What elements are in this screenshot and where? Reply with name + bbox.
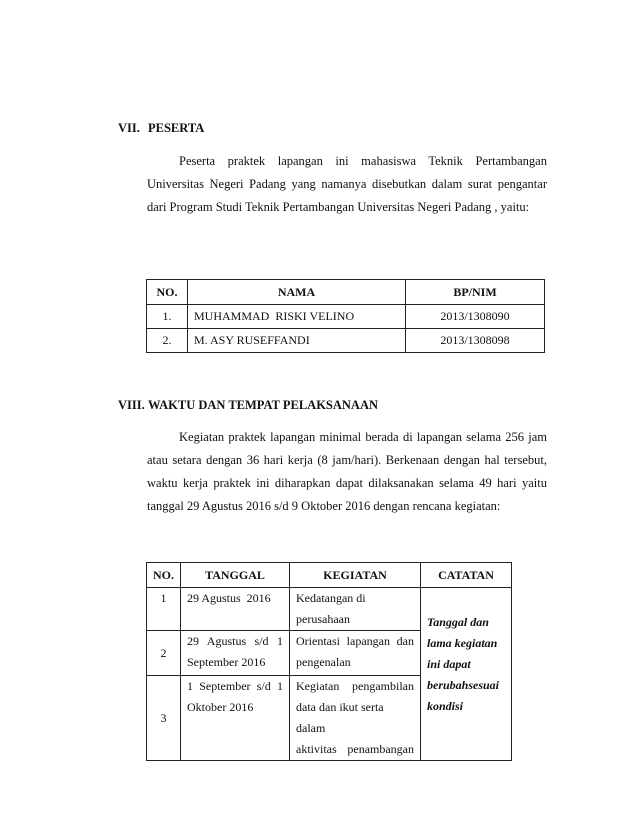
header-no: NO. <box>147 563 181 588</box>
table-row <box>147 329 545 353</box>
paragraph-line: Kegiatan praktek lapangan minimal berada di lapangan selama 256 jam <box>179 430 547 444</box>
cell-no: 1 <box>147 588 181 631</box>
paragraph-line: Universitas Negeri Padang yang namanya disebutkan dalam surat pengantar <box>147 177 547 191</box>
cell-tanggal <box>181 676 290 761</box>
paragraph-line: Peserta praktek lapangan ini mahasiswa Teknik Pertambangan <box>179 154 547 168</box>
cell-no: 1. <box>147 305 188 329</box>
section-7-title: PESERTA <box>148 121 205 135</box>
cell-bpnim: 2013/1308090 <box>406 305 545 329</box>
catatan-line: berubahsesuai <box>427 678 500 692</box>
section-7-number: VII. <box>118 121 140 135</box>
header-tanggal: TANGGAL <box>181 563 290 588</box>
header-kegiatan: KEGIATAN <box>290 563 421 588</box>
table-row <box>147 588 512 631</box>
section-8-number: VIII. <box>118 398 145 412</box>
catatan-line: kondisi <box>427 699 464 713</box>
cell-bpnim: 2013/1308098 <box>406 329 545 353</box>
kegiatan-line: pengenalan <box>296 655 351 669</box>
schedule-table <box>146 562 512 761</box>
header-no: NO. <box>147 280 188 305</box>
tanggal-line: Oktober 2016 <box>187 700 254 714</box>
table-header-row <box>147 563 512 588</box>
table-row <box>147 305 545 329</box>
cell-kegiatan <box>290 676 421 761</box>
tanggal-line: September 2016 <box>187 655 266 669</box>
cell-tanggal: 29 Agustus 2016 <box>181 588 290 631</box>
paragraph-line: tanggal 29 Agustus 2016 s/d 9 Oktober 2016 dengan rencana kegiatan: <box>147 499 501 513</box>
catatan-line: lama kegiatan <box>427 636 498 650</box>
cell-kegiatan: Kedatangan di perusahaan <box>290 588 421 631</box>
kegiatan-line: aktivitas penambangan <box>296 742 414 756</box>
kegiatan-line: Kegiatan pengambilan <box>296 679 414 693</box>
catatan-line: Tanggal dan <box>427 615 489 629</box>
cell-nama: M. ASY RUSEFFANDI <box>188 329 406 353</box>
cell-kegiatan <box>290 631 421 676</box>
cell-no: 3 <box>147 676 181 761</box>
tanggal-line: 29 Agustus s/d 1 <box>187 634 283 648</box>
tanggal-line: 1 September s/d 1 <box>187 679 283 693</box>
participants-table <box>146 279 545 353</box>
section-8-title: WAKTU DAN TEMPAT PELAKSANAAN <box>148 398 378 412</box>
cell-nama: MUHAMMAD RISKI VELINO <box>188 305 406 329</box>
kegiatan-line: data dan ikut serta dalam <box>296 700 384 735</box>
cell-no: 2. <box>147 329 188 353</box>
section-8-paragraph <box>147 426 547 518</box>
header-bpnim: BP/NIM <box>406 280 545 305</box>
cell-catatan <box>421 588 512 761</box>
header-nama: NAMA <box>188 280 406 305</box>
cell-tanggal <box>181 631 290 676</box>
paragraph-line: atau setara dengan 36 hari kerja (8 jam/hari). Berkenaan dengan hal tersebut, <box>147 453 547 467</box>
header-catatan: CATATAN <box>421 563 512 588</box>
kegiatan-line: Orientasi lapangan dan <box>296 634 414 648</box>
catatan-line: ini dapat <box>427 657 471 671</box>
table-header-row <box>147 280 545 305</box>
section-7-paragraph <box>147 150 547 219</box>
paragraph-line: dari Program Studi Teknik Pertambangan Universitas Negeri Padang , yaitu: <box>147 200 530 214</box>
cell-no: 2 <box>147 631 181 676</box>
paragraph-line: waktu kerja praktek ini diharapkan dapat dilaksanakan selama 49 hari yaitu <box>147 476 547 490</box>
